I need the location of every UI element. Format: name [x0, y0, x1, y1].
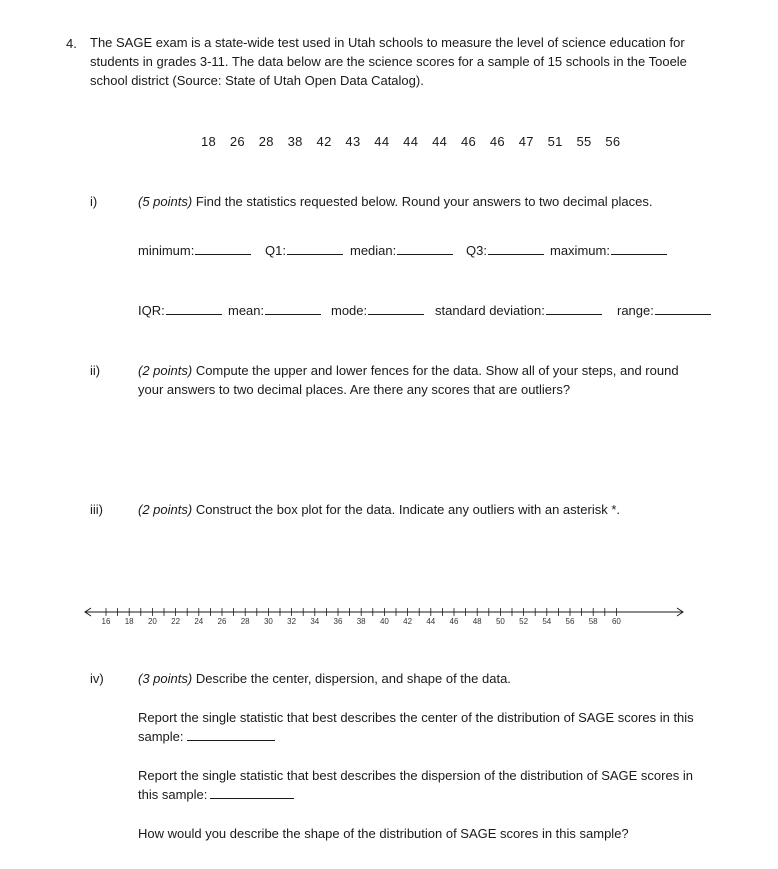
q3-blank[interactable]	[488, 243, 544, 255]
minimum-label: minimum:	[138, 243, 195, 258]
standard-deviation-field[interactable]	[435, 303, 602, 318]
q3-field[interactable]	[466, 243, 544, 258]
part-ii-instruction-line-2: your answers to two decimal places. Are there any scores that are outliers?	[138, 382, 571, 397]
mean-field[interactable]	[228, 303, 321, 318]
iqr-label: IQR:	[138, 303, 165, 318]
number-line[interactable]	[80, 598, 690, 630]
number-line-tick-label: 22	[171, 617, 181, 626]
center-answer-field[interactable]	[138, 729, 275, 744]
number-line-tick-label: 44	[426, 617, 436, 626]
dispersion-prompt-line-2: this sample:	[138, 787, 208, 802]
part-i-text: Find the statistics requested below. Round your answers to two decimal places.	[192, 194, 653, 209]
center-prompt-line-2: sample:	[138, 729, 184, 744]
dispersion-answer-field[interactable]	[138, 787, 294, 802]
number-line-tick-label: 20	[147, 617, 157, 626]
number-line-tick-label: 46	[449, 617, 459, 626]
part-ii-points: (2 points)	[138, 363, 193, 378]
part-iii-points: (2 points)	[138, 502, 193, 517]
part-iii-instruction	[138, 502, 620, 517]
number-line-tick-label: 16	[101, 617, 111, 626]
number-line-tick-label: 52	[519, 617, 529, 626]
number-line-tick-label: 60	[611, 617, 621, 626]
question-number: 4.	[66, 36, 77, 51]
number-line-tick-label: 34	[310, 617, 320, 626]
part-iv-text: Describe the center, dispersion, and shape of the data.	[192, 671, 511, 686]
mode-blank[interactable]	[368, 303, 424, 315]
standard-deviation-label: standard deviation:	[435, 303, 545, 318]
intro-line-1: The SAGE exam is a state-wide test used in Utah schools to measure the level of science education for	[90, 35, 685, 50]
mean-blank[interactable]	[265, 303, 321, 315]
part-iv-instruction	[138, 671, 511, 686]
q1-blank[interactable]	[287, 243, 343, 255]
mean-label: mean:	[228, 303, 265, 318]
range-field[interactable]	[617, 303, 711, 318]
part-iii-label: iii)	[90, 502, 103, 517]
range-label: range:	[617, 303, 654, 318]
range-blank[interactable]	[655, 303, 711, 315]
number-line-tick-label: 26	[217, 617, 227, 626]
maximum-blank[interactable]	[611, 243, 667, 255]
q1-label: Q1:	[265, 243, 286, 258]
part-ii-label: ii)	[90, 363, 101, 378]
part-iv-points: (3 points)	[138, 671, 193, 686]
q1-field[interactable]	[265, 243, 343, 258]
number-line-tick-label: 48	[472, 617, 482, 626]
number-line-tick-label: 40	[379, 617, 389, 626]
intro-line-2: students in grades 3-11. The data below are the science scores for a sample of 15 schools in the Tooele	[90, 54, 687, 69]
median-label: median:	[350, 243, 397, 258]
part-i-instruction	[138, 194, 653, 209]
number-line-tick-label: 42	[403, 617, 413, 626]
center-answer-blank[interactable]	[187, 729, 275, 741]
number-line-tick-label: 50	[495, 617, 505, 626]
maximum-field[interactable]	[550, 243, 667, 258]
minimum-field[interactable]	[138, 243, 251, 258]
q3-label: Q3:	[466, 243, 487, 258]
dispersion-answer-blank[interactable]	[210, 787, 294, 799]
iqr-field[interactable]	[138, 303, 222, 318]
center-prompt-line-1: Report the single statistic that best describes the center of the distribution of SAGE scores in this	[138, 710, 694, 725]
number-line-tick-label: 36	[333, 617, 343, 626]
shape-question: How would you describe the shape of the distribution of SAGE scores in this sample?	[138, 826, 629, 841]
part-iv-label: iv)	[90, 671, 104, 686]
median-field[interactable]	[350, 243, 453, 258]
number-line-tick-label: 28	[240, 617, 250, 626]
part-i-label: i)	[90, 194, 98, 209]
dispersion-prompt-line-1: Report the single statistic that best describes the dispersion of the distribution of SAGE scores in	[138, 768, 693, 783]
part-ii-text-1: Compute the upper and lower fences for the data. Show all of your steps, and round	[192, 363, 679, 378]
maximum-label: maximum:	[550, 243, 610, 258]
median-blank[interactable]	[397, 243, 453, 255]
minimum-blank[interactable]	[195, 243, 251, 255]
number-line-tick-label: 18	[124, 617, 134, 626]
number-line-tick-label: 56	[565, 617, 575, 626]
part-i-points: (5 points)	[138, 194, 193, 209]
number-line-tick-label: 54	[542, 617, 552, 626]
mode-field[interactable]	[331, 303, 424, 318]
mode-label: mode:	[331, 303, 368, 318]
number-line-tick-label: 24	[194, 617, 204, 626]
standard-deviation-blank[interactable]	[546, 303, 602, 315]
number-line-tick-label: 58	[588, 617, 598, 626]
intro-line-3: school district (Source: State of Utah Open Data Catalog).	[90, 73, 424, 88]
part-iii-text: Construct the box plot for the data. Indicate any outliers with an asterisk *.	[192, 502, 620, 517]
number-line-tick-label: 30	[263, 617, 273, 626]
data-values: 18 26 28 38 42 43 44 44 44 46 46 47 51 55 56	[201, 134, 621, 149]
iqr-blank[interactable]	[166, 303, 222, 315]
part-ii-instruction-line-1	[138, 363, 679, 378]
number-line-tick-label: 32	[287, 617, 297, 626]
number-line-tick-label: 38	[356, 617, 366, 626]
